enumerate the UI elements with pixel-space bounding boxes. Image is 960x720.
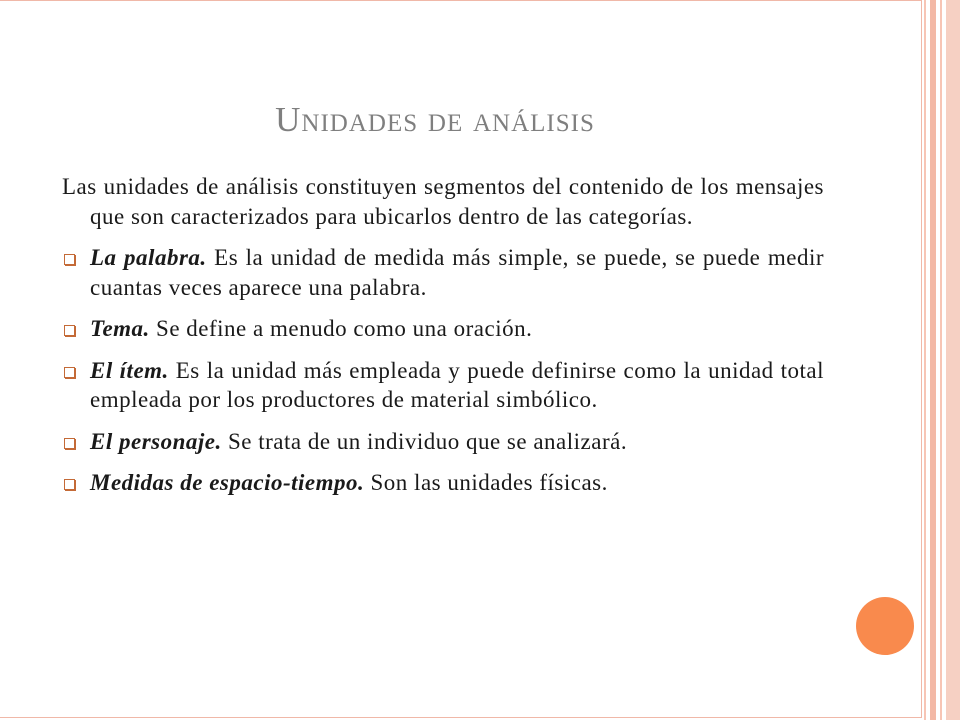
decorative-stripe (940, 0, 942, 720)
decorative-stripe (924, 0, 926, 720)
decorative-stripe (930, 0, 936, 720)
square-bullet-icon (64, 438, 75, 449)
list-item (62, 356, 824, 415)
slide-title-text: Unidades de análisis (275, 100, 595, 139)
item-text: Se trata de un individuo que se analizará. (221, 428, 628, 454)
bullet-list (62, 243, 824, 498)
item-term: Medidas de espacio-tiempo. (90, 470, 365, 495)
item-term: El personaje. (90, 428, 222, 454)
decorative-stripe (946, 0, 960, 720)
slide-body (62, 172, 824, 510)
list-item (62, 427, 824, 457)
item-text: Se define a menudo como una oración. (149, 316, 533, 341)
square-bullet-icon (64, 367, 75, 378)
item-text: Son las unidades físicas. (364, 470, 608, 495)
square-bullet-icon (64, 325, 75, 336)
item-term: El ítem. (90, 357, 169, 383)
decorative-circle (856, 597, 914, 655)
square-bullet-icon (64, 479, 75, 490)
intro-paragraph: Las unidades de análisis constituyen segmentos del contenido de los mensajes que son caracterizados para ubicarlos dentro de las categorías. (62, 174, 824, 229)
list-item (62, 243, 824, 302)
item-text: Es la unidad más empleada y puede definirse como la unidad total empleada por los productores de material simbólico. (90, 357, 824, 412)
item-term: La palabra. (90, 245, 207, 270)
item-term: Tema. (90, 316, 150, 341)
slide-title (0, 100, 870, 140)
list-item (62, 468, 824, 498)
list-item (62, 314, 824, 344)
item-text: Es la unidad de medida más simple, se puede, se puede medir cuantas veces aparece una palabra. (90, 245, 824, 300)
square-bullet-icon (64, 254, 75, 265)
